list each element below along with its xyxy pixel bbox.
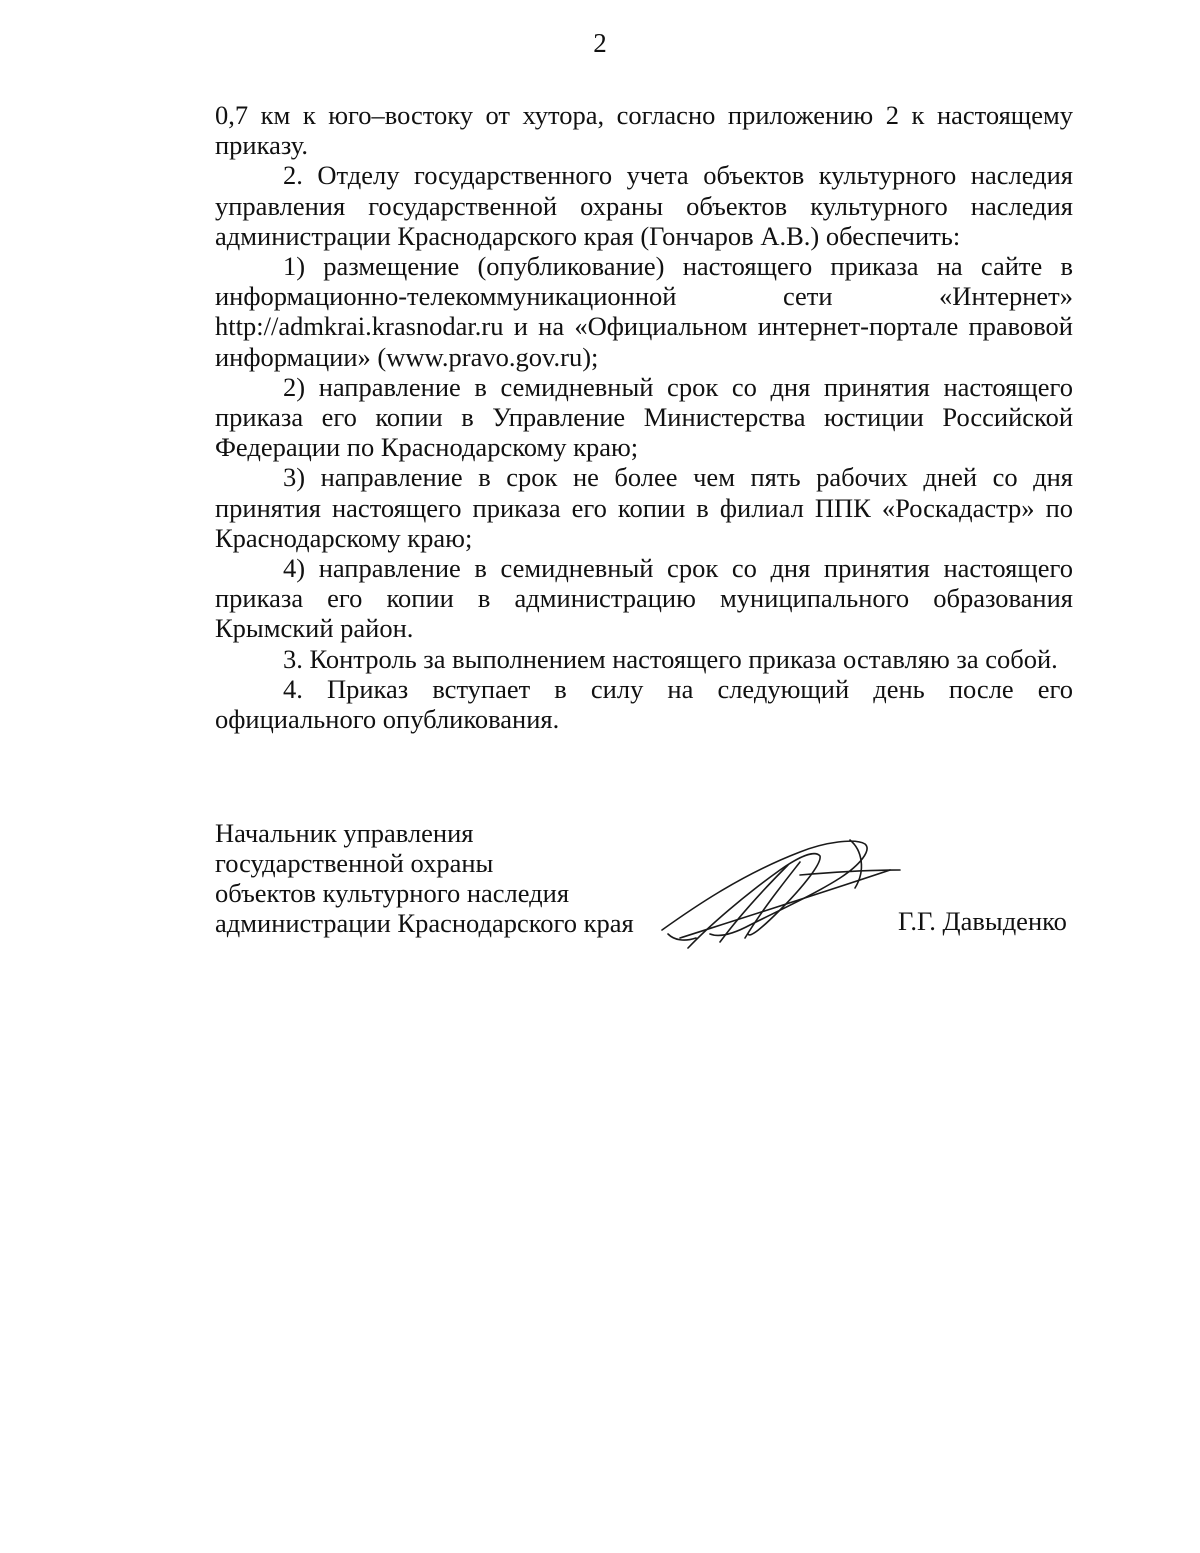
document-body (215, 100, 1073, 734)
signature-title-line: администрации Краснодарского края (215, 908, 634, 938)
page-number: 2 (593, 28, 607, 58)
signer-name: Г.Г. Давыденко (898, 906, 1067, 936)
paragraph-item-4: 4. Приказ вступает в силу на следующий день после его официального опубликования. (215, 673, 1073, 735)
paragraph-continuation: 0,7 км к юго–востоку от хутора, согласно приложению 2 к настоящему приказу. (215, 100, 1073, 161)
paragraph-item-3: 3. Контроль за выполнением настоящего приказа оставляю за собой. (283, 643, 1058, 674)
handwritten-signature (650, 830, 910, 960)
signature-title-line: государственной охраны (215, 848, 494, 878)
paragraph-item-2: 2. Отделу государственного учета объектов культурного наследия управления государственной охраны объектов культурного наследия администрации Краснодарского края (Гончаров А.В.) обеспечить: (215, 160, 1073, 251)
signature-title-line: объектов культурного наследия (215, 878, 570, 908)
signature-title-line: Начальник управления (215, 818, 474, 848)
paragraph-subitem-3: 3) направление в срок не более чем пять рабочих дней со дня принятия настоящего приказа его копии в филиал ППК «Роскадастр» по Краснодарскому краю; (215, 462, 1073, 553)
paragraph-subitem-2: 2) направление в семидневный срок со дня принятия настоящего приказа его копии в Управление Министерства юстиции Российской Федерации по Краснодарскому краю; (215, 371, 1073, 463)
paragraph-subitem-4: 4) направление в семидневный срок со дня принятия настоящего приказа его копии в администрацию муниципального образования Крымский район. (215, 553, 1073, 644)
paragraph-subitem-1: 1) размещение (опубликование) настоящего приказа на сайте в информационно-телекоммуникационной сети «Интернет» http://admkrai.krasnodar.ru и на «Официальном интернет-портале правовой информации» (www.pravo.gov.ru); (215, 251, 1073, 372)
